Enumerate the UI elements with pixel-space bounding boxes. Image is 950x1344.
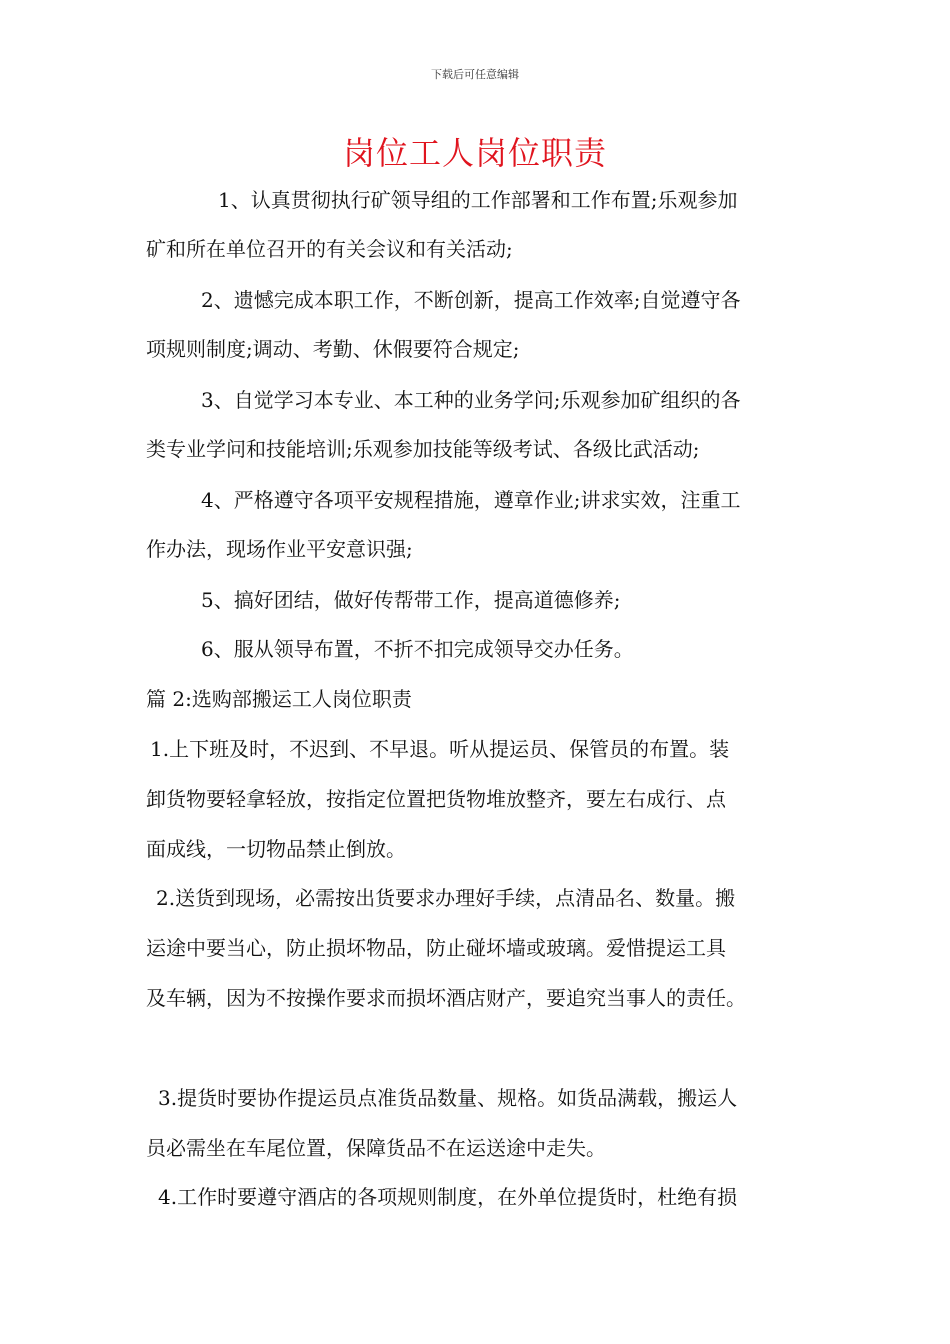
paragraph-line-3: 2、遗憾完成本职工作，不断创新，提高工作效率;自觉遵守各 [201,288,741,312]
paragraph-line-16: 运途中要当心，防止损坏物品，防止碰坏墙或玻璃。爱惜提运工具 [146,936,726,960]
paragraph-line-7: 4、严格遵守各项平安规程措施，遵章作业;讲求实效，注重工 [201,488,741,512]
paragraph-line-6: 类专业学问和技能培训;乐观参加技能等级考试、各级比武活动; [146,437,700,461]
paragraph-line-2: 矿和所在单位召开的有关会议和有关活动; [146,237,513,261]
paragraph-line-10: 6、服从领导布置，不折不扣完成领导交办任务。 [201,637,634,661]
paragraph-line-18: 3.提货时要协作提运员点准货品数量、规格。如货品满载，搬运人 [158,1086,738,1110]
paragraph-line-12: 1.上下班及时，不迟到、不早退。听从提运员、保管员的布置。装 [150,737,730,761]
paragraph-line-17: 及车辆，因为不按操作要求而损坏酒店财产，要追究当事人的责任。 [146,986,746,1010]
document-title: 岗位工人岗位职责 [342,134,607,172]
paragraph-line-8: 作办法，现场作业平安意识强; [146,537,413,561]
paragraph-line-13: 卸货物要轻拿轻放，按指定位置把货物堆放整齐，要左右成行、点 [146,787,726,811]
paragraph-line-19: 员必需坐在车尾位置，保障货品不在运送途中走失。 [146,1136,606,1160]
paragraph-line-20: 4.工作时要遵守酒店的各项规则制度，在外单位提货时，杜绝有损 [158,1185,738,1209]
paragraph-line-5: 3、自觉学习本专业、本工种的业务学问;乐观参加矿组织的各 [201,388,741,412]
paragraph-line-9: 5、搞好团结，做好传帮带工作，提高道德修养; [201,588,621,612]
paragraph-line-4: 项规则制度;调动、考勤、休假要符合规定; [146,337,520,361]
paragraph-line-1: 1、认真贯彻执行矿领导组的工作部署和工作布置;乐观参加 [218,188,738,212]
header-note: 下载后可任意编辑 [431,68,519,81]
paragraph-line-15: 2.送货到现场，必需按出货要求办理好手续，点清品名、数量。搬 [156,886,736,910]
paragraph-line-14: 面成线，一切物品禁止倒放。 [146,837,406,861]
section-heading: 篇 2:选购部搬运工人岗位职责 [146,687,412,711]
